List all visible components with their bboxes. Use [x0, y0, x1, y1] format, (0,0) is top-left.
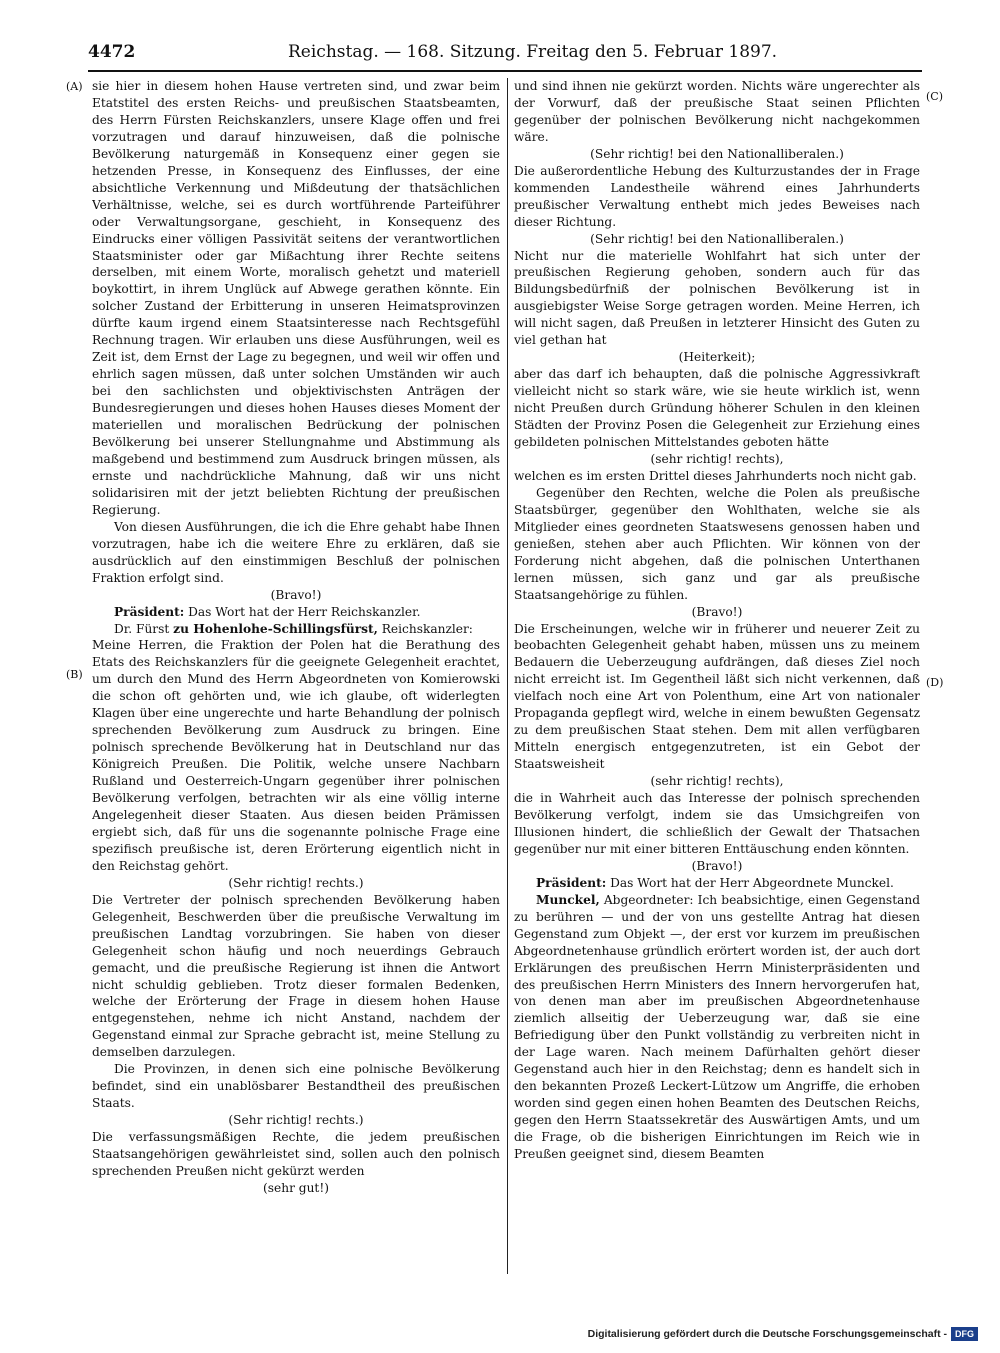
- margin-letter-c: (C): [926, 90, 943, 103]
- interjection: (Sehr richtig! rechts.): [228, 1113, 364, 1128]
- footer-credit: [588, 1325, 978, 1343]
- speaker-prefix: Dr. Fürst: [114, 621, 170, 636]
- paragraph: aber das darf ich behaupten, daß die polnische Aggressivkraft vielleicht nicht so stark wäre, wie sie heute wirklich ist, wenn nicht Preußen durch Gründung höherer Schulen in den kleinen Städten der Provinz Posen die Gelegenheit zur Erziehung eines gebildeten polnischen Mittelstandes geboten hätte: [514, 367, 920, 450]
- speaker-role: Abgeordneter:: [603, 892, 694, 907]
- footer-text: Digitalisierung gefördert durch die Deutsche Forschungsgemeinschaft -: [587, 1328, 947, 1340]
- paragraph: Die Vertreter der polnisch sprechenden Bevölkerung haben Gelegenheit, Beschwerden über die preußische Verwaltung im preußischen Landtag vorzubringen. Sie haben von dieser Gelegenheit schon häufig und noch neuerdings Gebrauch gemacht, und die preußische Regierung ist ihnen die Antwort nicht schuldig geblieben. Trotz dieser formalen Bedenken, welche der Erörterung der Frage in diesem hohen Hause entgegenstehen, nehme ich nicht Anstand, nachdem der Gegenstand einmal zur Sprache gebracht ist, meine Stellung zu demselben darzulegen.: [92, 892, 500, 1060]
- interjection: (Bravo!): [691, 858, 743, 873]
- paragraph: Von diesen Ausführungen, die ich die Ehre gehabt habe Ihnen vorzutragen, habe ich die weitere Ehre zu erklären, daß sie ausdrücklich auf den einstimmigen Beschluß der polnischen Fraktion erfolgt sind.: [92, 519, 500, 585]
- margin-letter-b: (B): [66, 668, 83, 681]
- page-header: [88, 42, 920, 66]
- speech-text: Das Wort hat der Herr Abgeordnete Munckel.: [610, 875, 894, 890]
- paragraph: sie hier in diesem hohen Hause vertreten sind, und zwar beim Etatstitel des ersten Reichs- und preußischen Staatsbeamten, des Herrn Fürsten Reichskanzlers, unsere Klage offen und frei vorzutragen und darauf hinzuweisen, daß die polnische Bevölkerung naturgemäß in Konsequenz einer gegen sie hetzenden Presse, in Konsequenz des Einflusses, der eine absichtliche Verkennung und Mißdeutung der thatsächlichen Verhältnisse, welche, sei es durch wortführende Parteiführer oder Verwaltungsorgane, geschieht, in Konsequenz des Eindrucks einer völligen Passivität seitens der verantwortlichen Staatsminister oder gar Mißachtung ihrer Rechte seitens derselben, mit einem Worte, moralisch gehetzt und materiell boykottirt, in ihrem Unglück auf Abwege gerathen könnte. Ein solcher Zustand der Erbitterung in unseren Heimatsprovinzen dürfte kaum irgend einem Staatsinteresse nach Rechtsgefühl Rechnung tragen. Wir erlauben uns diese Ausführungen, weil es Zeit ist, dem Ernst der Lage zu begegnen, und weil wir offen und ehrlich sagen müssen, daß unter solchen Umständen wir auch bei den sachlichsten und objektivischsten Anträgen der Bundesregierungen und dieses hohen Hauses dieses Moment der materiellen und moralischen Bedrückung der polnischen Bevölkerung bei unserer Stellungnahme und Abstimmung als maßgebend und bestimmend zum Ausdruck bringen müssen, als ernste und nachdrückliche Mahnung, daß wir uns nicht solidarisiren mit der jetzt beliebten Richtung der preußischen Regierung.: [92, 79, 500, 517]
- interjection: (Bravo!): [270, 587, 322, 602]
- paragraph: Nicht nur die materielle Wohlfahrt hat sich unter der preußischen Regierung gehoben, sondern auch für das Bildungsbedürfniß der polnischen Bevölkerung ist in ausgiebigster Weise Sorge getragen worden. Meine Herren, ich will nicht sagen, daß Preußen in letzterer Hinsicht des Guten zu viel gethan hat: [514, 248, 920, 348]
- session-title: Reichstag. — 168. Sitzung. Freitag den 5. Februar 1897.: [288, 42, 778, 62]
- margin-letter-a: (A): [66, 80, 83, 93]
- interjection: (Sehr richtig! bei den Nationalliberalen.): [590, 146, 844, 161]
- interjection: (Sehr richtig! rechts.): [228, 875, 364, 890]
- speaker-label: Präsident:: [114, 604, 185, 619]
- paragraph: Gegenüber den Rechten, welche die Polen als preußische Staatsbürger, gegenüber den Wohlthaten, welche sie als Mitglieder eines geordneten Staatswesens genossen haben und genießen, stehen aber auch Pflichten. Wir können von der Forderung nicht abgehen, daß die polnischen Unterthanen lernen müssen, sich ganz und gar als preußische Staatsangehörige zu fühlen.: [514, 485, 920, 602]
- speaker-line: [514, 892, 920, 1163]
- president-line: [92, 604, 500, 621]
- paragraph: Meine Herren, die Fraktion der Polen hat die Berathung des Etats des Reichskanzlers für die geeignete Gelegenheit erachtet, um durch den Mund des Herrn Abgeordneten von Komierowski die schon oft gehörten und, wie ich glaube, oft widerlegten Klagen über eine ungerechte und harte Behandlung der polnisch sprechenden Bevölkerung zum Ausdruck zu bringen. Eine polnisch sprechende Bevölkerung hat in Deutschland nur das Königreich Preußen. Die Politik, welche unsere Nachbarn Rußland und Oesterreich-Ungarn gegenüber ihrer polnischen Bevölkerung verfolgen, betrachten wir als eine völlig interne Angelegenheit dieser Staaten. Aus diesen beiden Prämissen ergiebt sich, daß für uns die sogenannte polnische Frage eine spezifisch preußische ist, deren Erörterung eigentlich nicht in den Reichstag gehört.: [92, 638, 500, 873]
- speaker-name: zu Hohenlohe-Schillingsfürst,: [173, 621, 378, 636]
- president-line: [514, 875, 920, 892]
- interjection: (sehr richtig! rechts),: [650, 774, 784, 789]
- paragraph: Die Provinzen, in denen sich eine polnische Bevölkerung befindet, sind ein unablösbarer Bestandtheil des preußischen Staats.: [92, 1062, 500, 1111]
- interjection: (Bravo!): [691, 604, 743, 619]
- paragraph: die in Wahrheit auch das Interesse der polnisch sprechenden Bevölkerung verfolgt, indem sie das Umsichgreifen von Illusionen hindert, die schließlich der Gewalt der Thatsachen gegenüber nur mit einer bitteren Enttäuschung enden könnten.: [514, 791, 920, 856]
- margin-letter-d: (D): [926, 676, 944, 689]
- interjection: (sehr gut!): [263, 1180, 329, 1195]
- right-column: [514, 78, 920, 1274]
- speech-text: Ich beabsichtige, einen Gegenstand zu berühren — und der von uns gestellte Antrag hat diesen Gegenstand zum Objekt —, der erst vor kurzem im preußischen Abgeordnetenhause gründlich erörtert worden ist, der auch dort Erklärungen des preußischen Herrn Ministerpräsidenten und des preußischen Herrn Ministers des Innern hervorgerufen hat, von denen man aber im preußischen Abgeordnetenhause ziemlich allseitig der Ueberzeugung war, daß sie eine Befriedigung über den Punkt vollständig zu verbreiten nicht in der Lage waren. Nach meinem Dafürhalten gehört dieser Gegenstand auch hier in den Reichstag; denn es handelt sich in den bekannten Prozeß Leckert-Lützow um Angriffe, die erhoben worden sind gegen einen hohen Beamten des Deutschen Reichs, gegen den Herrn Staatssekretär des Auswärtigen Amts, und um die Frage, ob die bisherigen Einrichtungen im Reich wie in Preußen geeignet sind, diesem Beamten: [514, 892, 920, 1162]
- page-number: 4472: [88, 42, 136, 62]
- speaker-name: Munckel,: [536, 892, 600, 907]
- speaker-line: [92, 621, 500, 638]
- left-column: [92, 78, 500, 1274]
- paragraph: Die Erscheinungen, welche wir in früherer und neuerer Zeit zu beobachten Gelegenheit gehabt haben, müssen uns zu meinem Bedauern die Ueberzeugung aufdrängen, daß dieses Ziel noch nicht erreicht ist. Im Gegentheil läßt sich nicht verkennen, daß vielfach noch eine Art von Polenthum, eine Art von nationaler Propaganda gepflegt wird, welche in einem bewußten Gegensatz zu dem preußischen Staat stehen. Dem mit allen verfügbaren Mitteln energisch entgegenzutreten, ist ein Gebot der Staatsweisheit: [514, 621, 920, 772]
- paragraph: und sind ihnen nie gekürzt worden. Nichts wäre ungerechter als der Vorwurf, daß der preußische Staat seinen Pflichten gegenüber der polnischen Bevölkerung nicht nachgekommen wäre.: [514, 79, 920, 144]
- speaker-role: Reichskanzler:: [381, 621, 473, 636]
- speaker-label: Präsident:: [536, 875, 607, 890]
- interjection: (sehr richtig! rechts),: [650, 451, 784, 466]
- paragraph: Die außerordentliche Hebung des Kulturzustandes der in Frage kommenden Landestheile während eines Jahrhunderts preußischer Verwaltung enthebt mich jedes Beweises nach dieser Richtung.: [514, 163, 920, 229]
- paragraph: Die verfassungsmäßigen Rechte, die jedem preußischen Staatsangehörigen gewährleistet sind, sollen auch den polnisch sprechenden Preußen nicht gekürzt werden: [92, 1130, 500, 1178]
- interjection: (Sehr richtig! bei den Nationalliberalen.): [590, 231, 844, 246]
- column-divider: [507, 78, 508, 1274]
- paragraph: welchen es im ersten Drittel dieses Jahrhunderts noch nicht gab.: [514, 468, 917, 483]
- interjection: (Heiterkeit);: [678, 350, 756, 365]
- speech-text: Das Wort hat der Herr Reichskanzler.: [188, 604, 421, 619]
- header-rule: [88, 70, 922, 72]
- dfg-logo: DFG: [951, 1327, 978, 1341]
